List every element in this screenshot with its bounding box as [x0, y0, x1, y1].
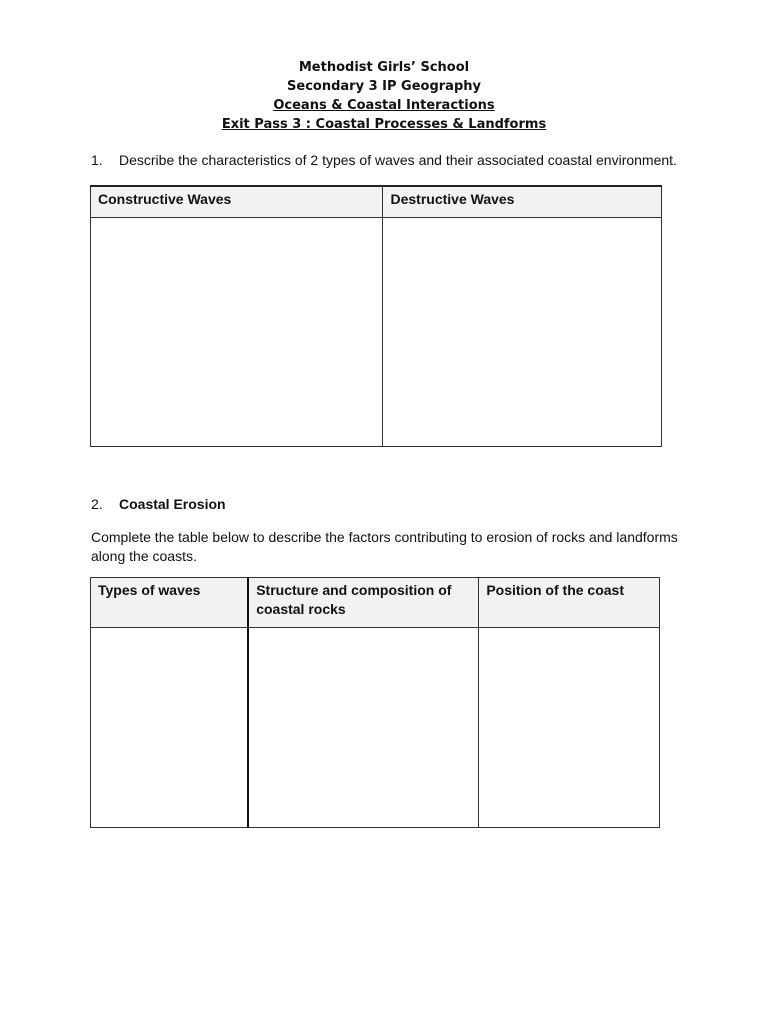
header-types-of-waves: Types of waves: [91, 578, 249, 628]
question-1: [91, 151, 677, 169]
header-constructive-waves: Constructive Waves: [91, 186, 383, 218]
header-rock-structure: Structure and composition of coastal rocks: [248, 578, 479, 628]
question-1-text: Describe the characteristics of 2 types of waves and their associated coastal environment.: [119, 152, 677, 168]
question-2-instruction: Complete the table below to describe the factors contributing to erosion of rocks and landforms along the coasts.: [91, 529, 678, 564]
question-1-number: 1.: [91, 152, 103, 168]
school-name: Methodist Girls’ School: [298, 60, 470, 75]
document-header: [0, 58, 768, 134]
header-destructive-waves: Destructive Waves: [383, 186, 662, 218]
answer-cell-destructive[interactable]: [383, 218, 662, 447]
erosion-factors-table: [90, 577, 660, 828]
question-2-title: Coastal Erosion: [119, 496, 226, 512]
answer-cell-rock-structure[interactable]: [248, 628, 479, 828]
waves-table: [90, 185, 662, 447]
answer-cell-coast-position[interactable]: [479, 628, 660, 828]
unit-title: Oceans & Coastal Interactions: [273, 98, 495, 113]
answer-cell-types-of-waves[interactable]: [91, 628, 249, 828]
question-2-number: 2.: [91, 496, 103, 512]
exit-pass-title: Exit Pass 3 : Coastal Processes & Landforms: [221, 117, 547, 132]
answer-cell-constructive[interactable]: [91, 218, 383, 447]
course-name: Secondary 3 IP Geography: [287, 79, 481, 94]
question-2: [91, 495, 226, 513]
header-coast-position: Position of the coast: [479, 578, 660, 628]
